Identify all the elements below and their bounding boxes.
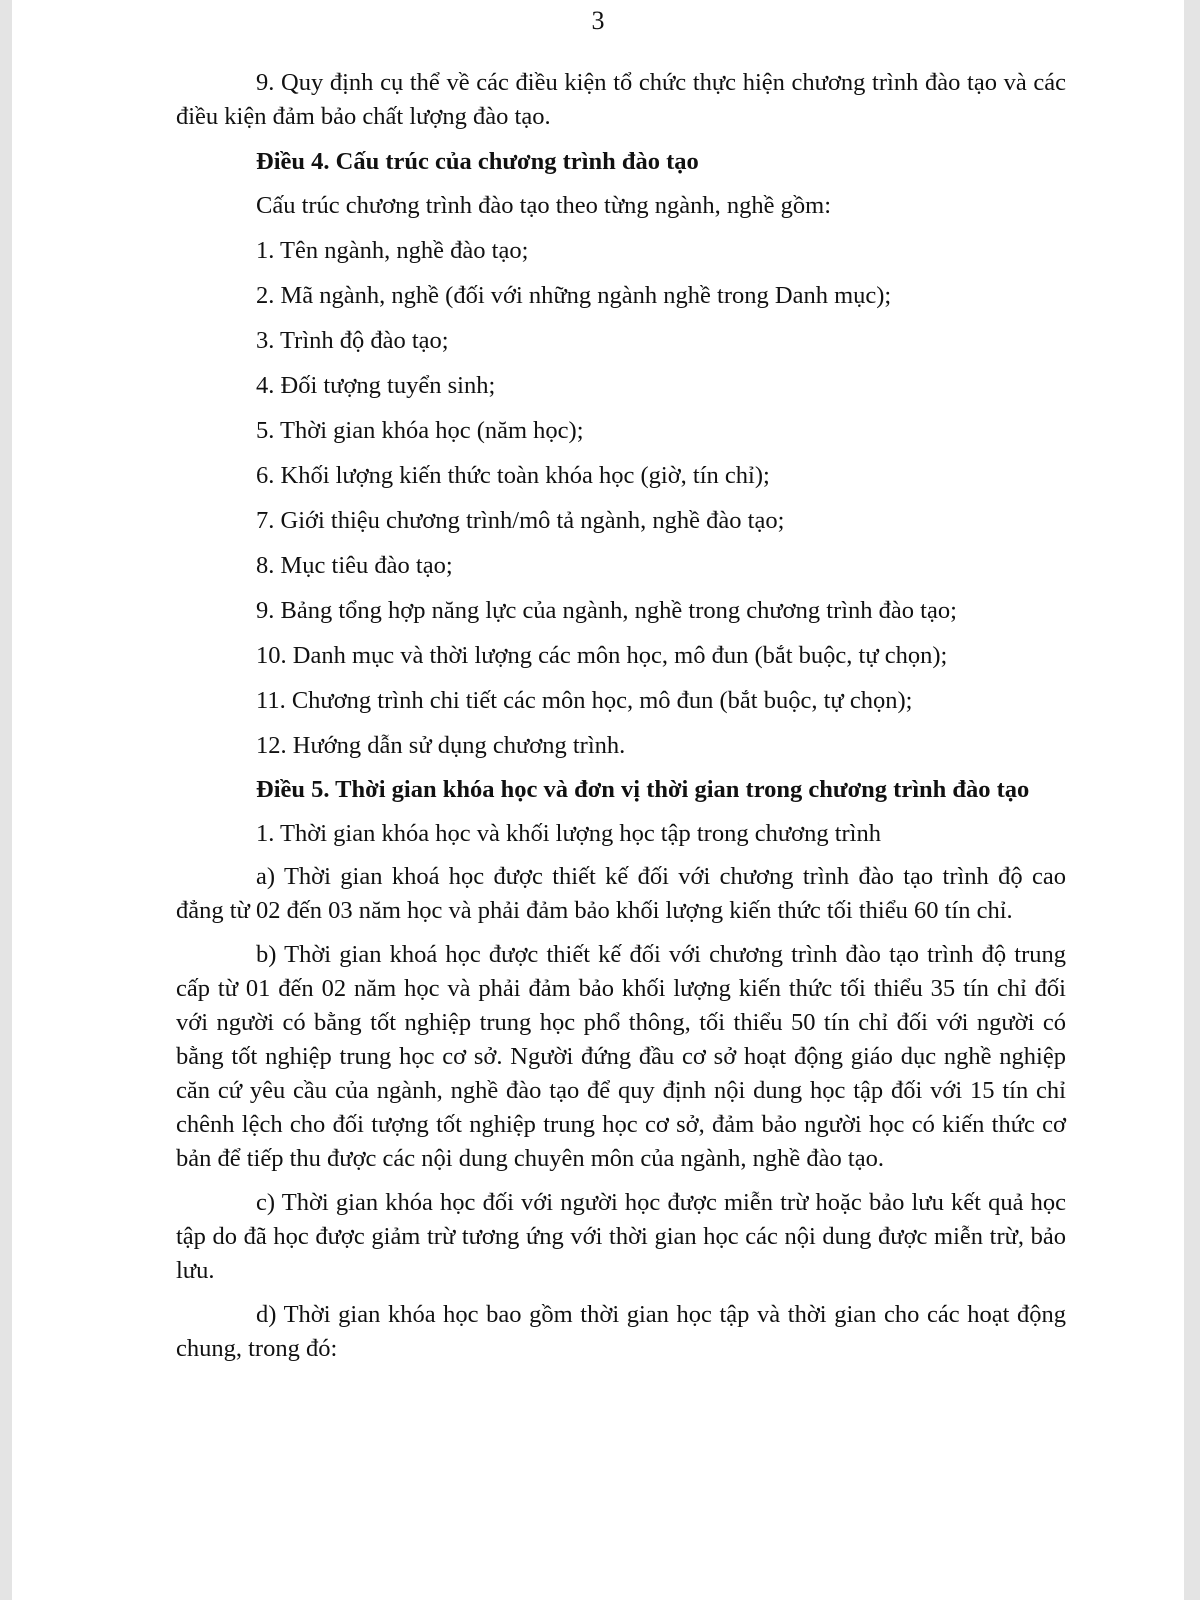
list-item: 2. Mã ngành, nghề (đối với những ngành nghề trong Danh mục); [256, 282, 892, 309]
list-item: 6. Khối lượng kiến thức toàn khóa học (giờ, tín chỉ); [256, 462, 770, 489]
article-5-heading: Điều 5. Thời gian khóa học và đơn vị thời gian trong chương trình đào tạo [256, 776, 1030, 803]
article-5-point-d: d) Thời gian khóa học bao gồm thời gian học tập và thời gian cho các hoạt động chung, trong đó: [176, 1301, 1066, 1362]
list-item: 4. Đối tượng tuyển sinh; [256, 372, 496, 399]
article-5-point-c: c) Thời gian khóa học đối với người học được miễn trừ hoặc bảo lưu kết quả học tập do đã học được giảm trừ tương ứng với thời gian học các nội dung được miễn trừ, bảo lưu. [176, 1189, 1066, 1284]
list-item: 5. Thời gian khóa học (năm học); [256, 417, 584, 444]
list-item: 3. Trình độ đào tạo; [256, 327, 449, 354]
article-5-clause-1: 1. Thời gian khóa học và khối lượng học tập trong chương trình [256, 820, 881, 847]
article-5-point-b: b) Thời gian khoá học được thiết kế đối với chương trình đào tạo trình độ trung cấp từ 01 đến 02 năm học và phải đảm bảo khối lượng kiến thức tối thiểu 35 tín chỉ đối với người có bằng tốt nghiệp trung học phổ thông, tối thiểu 50 tín chỉ đối với người có bằng tốt nghiệp trung học cơ sở. Người đứng đầu cơ sở hoạt động giáo dục nghề nghiệp căn cứ yêu cầu của ngành, nghề đào tạo để quy định nội dung học tập đối với 15 tín chỉ chênh lệch cho đối tượng tốt nghiệp trung học cơ sở, đảm bảo người học có kiến thức cơ bản để tiếp thu được các nội dung chuyên môn của ngành, nghề đào tạo. [176, 941, 1066, 1172]
article-4-heading: Điều 4. Cấu trúc của chương trình đào tạo [256, 148, 699, 175]
list-item: 9. Bảng tổng hợp năng lực của ngành, nghề trong chương trình đào tạo; [256, 597, 957, 624]
list-item: 10. Danh mục và thời lượng các môn học, mô đun (bắt buộc, tự chọn); [256, 642, 948, 669]
list-item: 1. Tên ngành, nghề đào tạo; [256, 237, 529, 264]
document-body [176, 66, 1066, 1366]
page-number: 3 [591, 6, 605, 35]
paragraph-9: 9. Quy định cụ thể về các điều kiện tổ chức thực hiện chương trình đào tạo và các điều kiện đảm bảo chất lượng đào tạo. [176, 69, 1066, 130]
list-item: 8. Mục tiêu đào tạo; [256, 552, 453, 579]
list-item: 11. Chương trình chi tiết các môn học, mô đun (bắt buộc, tự chọn); [256, 687, 913, 714]
article-5-point-a: a) Thời gian khoá học được thiết kế đối với chương trình đào tạo trình độ cao đẳng từ 02 đến 03 năm học và phải đảm bảo khối lượng kiến thức tối thiểu 60 tín chỉ. [176, 863, 1066, 924]
list-item: 7. Giới thiệu chương trình/mô tả ngành, nghề đào tạo; [256, 507, 785, 534]
article-4-intro: Cấu trúc chương trình đào tạo theo từng ngành, nghề gồm: [256, 192, 831, 219]
document-page [12, 0, 1184, 1600]
list-item: 12. Hướng dẫn sử dụng chương trình. [256, 732, 626, 759]
